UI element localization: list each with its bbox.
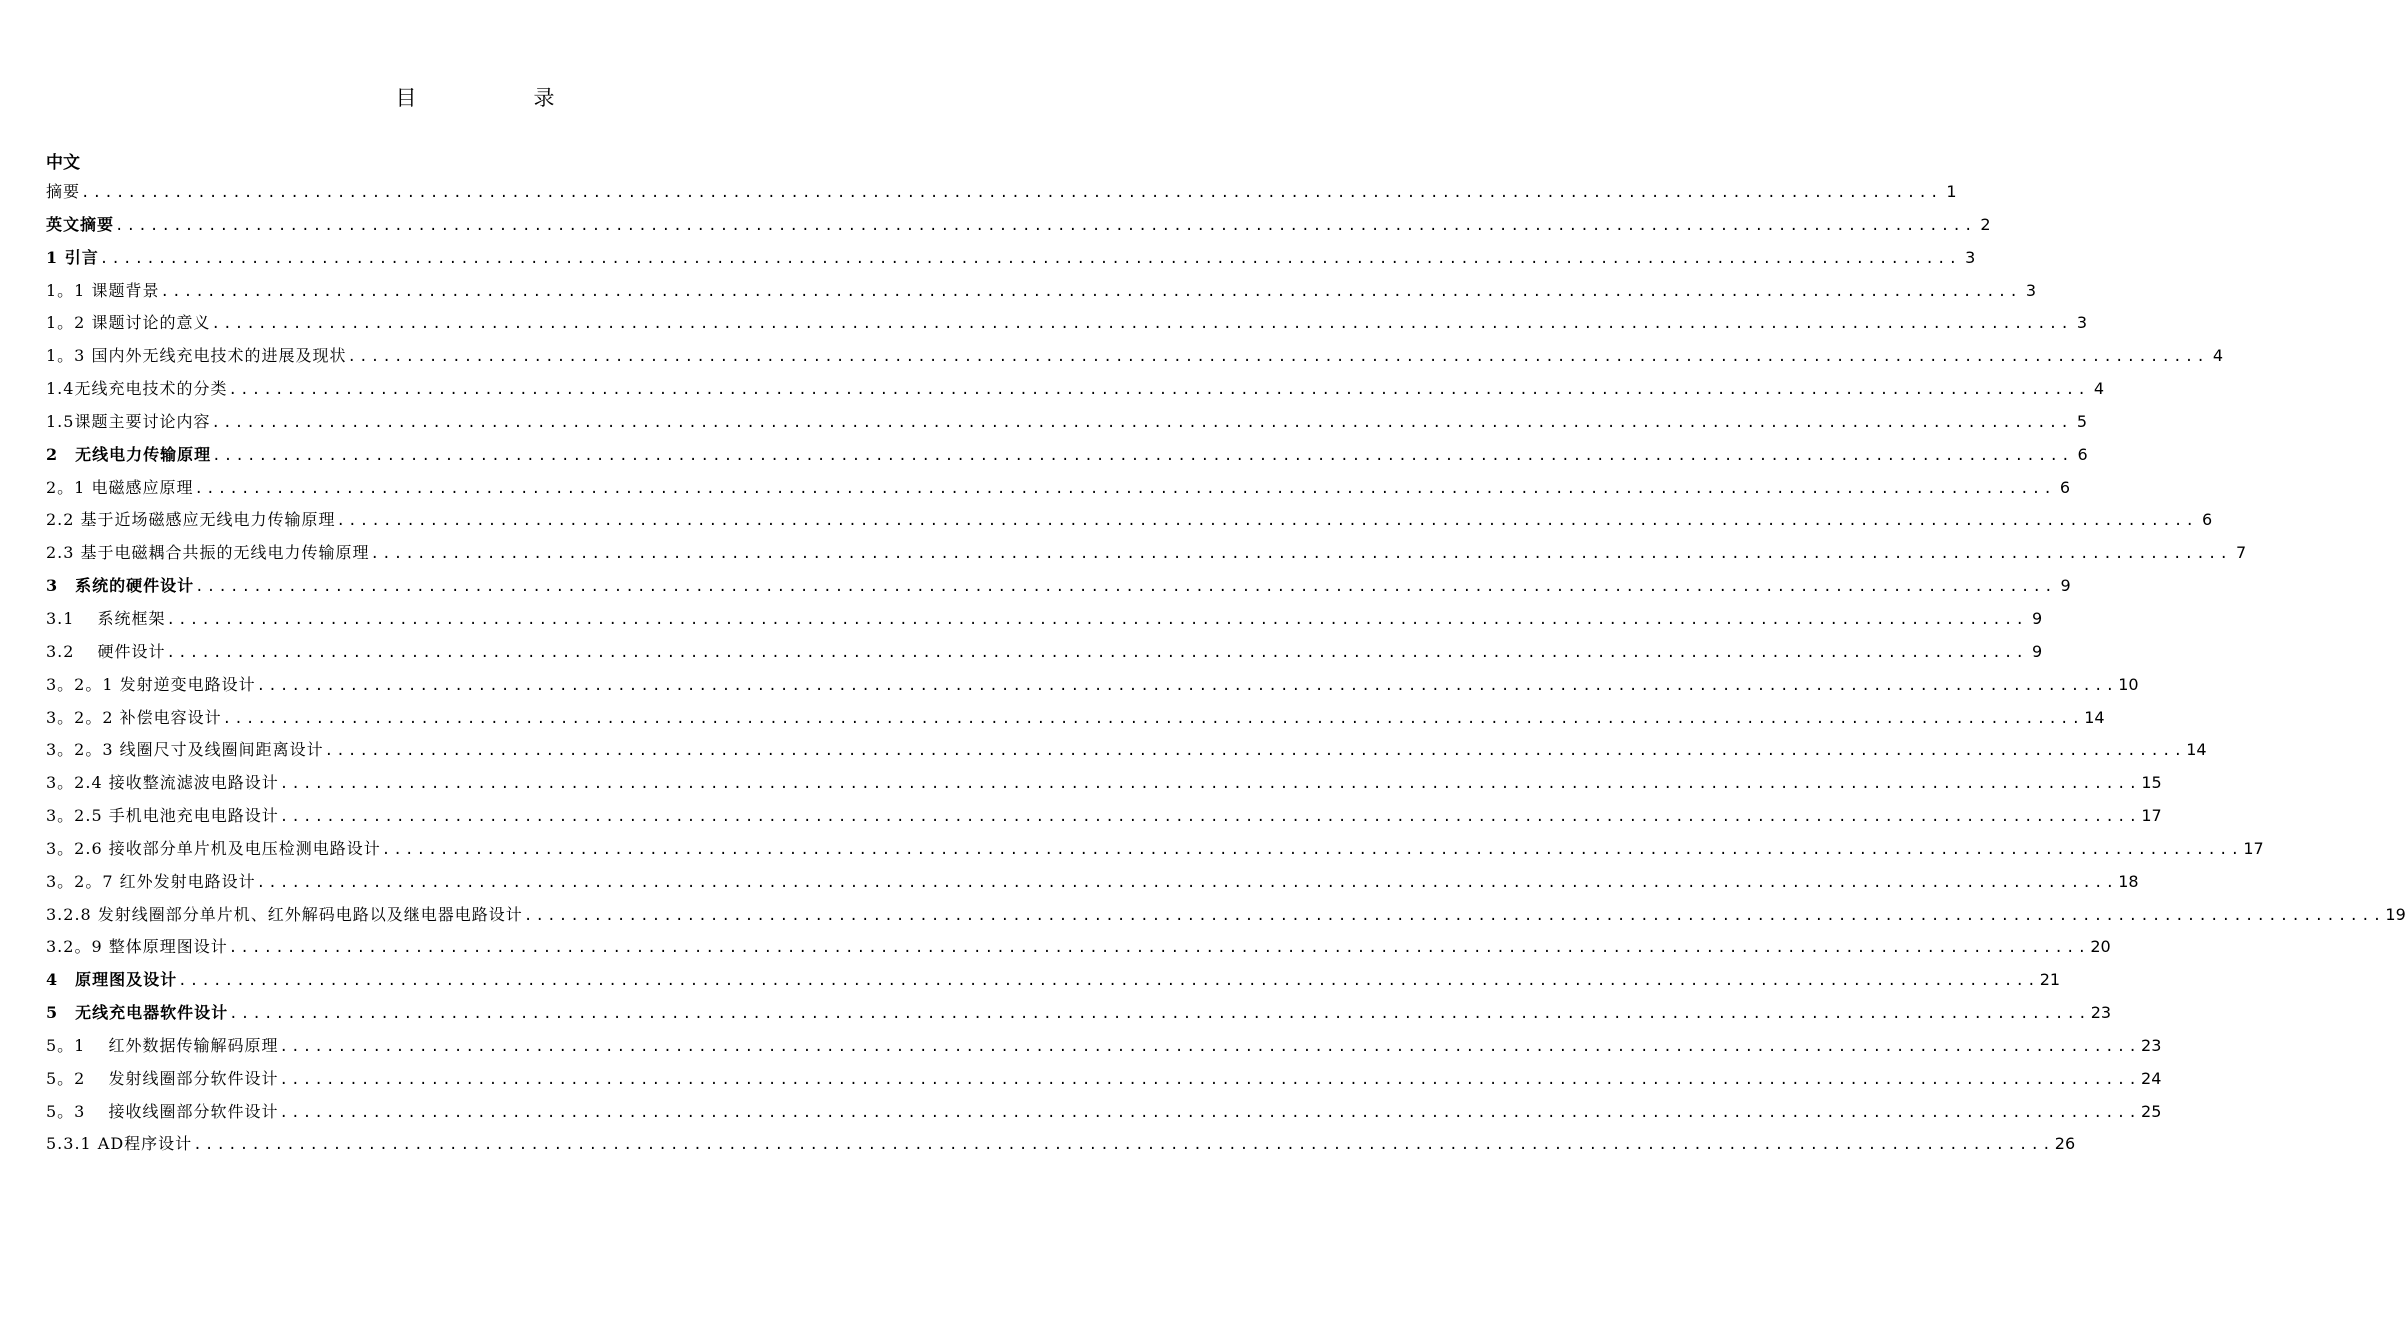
toc-entry-page-number: 3 xyxy=(2076,313,2088,333)
toc-dot-leader: ................................................................................................................................................................ xyxy=(381,841,2243,858)
toc-entry-label: 3.2。9 整体原理图设计 xyxy=(46,937,228,957)
toc-dot-leader: ................................................................................................................................................................ xyxy=(279,809,2141,826)
toc-entry[interactable] xyxy=(46,1033,2162,1066)
toc-entry-page-number: 20 xyxy=(2090,937,2111,957)
toc-entry[interactable] xyxy=(46,1000,2112,1033)
toc-dot-leader: ................................................................................................................................................................ xyxy=(370,546,2232,563)
toc-entry-label: 2。1 电磁感应原理 xyxy=(46,477,194,497)
toc-entry[interactable] xyxy=(46,376,2105,409)
toc-entry-page-number: 21 xyxy=(2039,970,2061,990)
toc-dot-leader: ................................................................................................................................................................ xyxy=(279,1038,2141,1055)
toc-entry[interactable] xyxy=(46,869,2139,902)
toc-entry[interactable] xyxy=(46,737,2207,770)
toc-dot-leader: ................................................................................................................................................................ xyxy=(279,776,2141,793)
toc-entry[interactable] xyxy=(46,245,1976,278)
toc-entry[interactable] xyxy=(46,540,2247,573)
toc-entry-label: 1。1 课题背景 xyxy=(46,280,160,300)
toc-entry[interactable] xyxy=(46,705,2105,738)
toc-entry-label: 3。2.4 接收整流滤波电路设计 xyxy=(46,773,279,793)
toc-entry[interactable] xyxy=(46,310,2088,343)
toc-dot-leader: ................................................................................................................................................................ xyxy=(211,414,2073,431)
toc-dot-leader: ................................................................................................................................................................ xyxy=(523,907,2385,924)
toc-dot-leader: ................................................................................................................................................................ xyxy=(279,1104,2141,1121)
toc-entry-label: 1 引言 xyxy=(46,247,99,267)
toc-entry[interactable] xyxy=(46,639,2043,672)
toc-entry-label: 3。2.5 手机电池充电电路设计 xyxy=(46,806,279,826)
toc-entry-label: 3 系统的硬件设计 xyxy=(46,576,195,596)
toc-dot-leader: ................................................................................................................................................................ xyxy=(222,710,2084,727)
toc-entry-label: 2 无线电力传输原理 xyxy=(46,444,212,464)
toc-entry-page-number: 24 xyxy=(2141,1068,2162,1088)
toc-dot-leader: ................................................................................................................................................................ xyxy=(193,1137,2054,1154)
toc-dot-leader: ................................................................................................................................................................ xyxy=(228,940,2090,957)
toc-entry[interactable] xyxy=(46,672,2139,705)
toc-entry[interactable] xyxy=(46,1099,2162,1132)
toc-entry[interactable] xyxy=(46,573,2071,606)
toc-entry-label: 3。2。3 线圈尺寸及线圈间距离设计 xyxy=(46,740,324,760)
toc-entry-page-number: 1 xyxy=(1946,182,1957,201)
toc-dot-leader: ................................................................................................................................................................ xyxy=(99,250,1961,267)
toc-entry-label: 1.5课题主要讨论内容 xyxy=(46,411,211,431)
toc-entry-label: 3.2 硬件设计 xyxy=(46,641,166,661)
toc-dot-leader: ................................................................................................................................................................ xyxy=(229,1006,2090,1023)
toc-entry-label: 1。3 国内外无线充电技术的进展及现状 xyxy=(46,346,347,366)
toc-entry-label: 摘要 xyxy=(46,182,81,201)
toc-dot-leader: ................................................................................................................................................................ xyxy=(194,480,2056,497)
toc-entry-page-number: 19 xyxy=(2385,904,2406,924)
toc-entry-label: 3。2。1 发射逆变电路设计 xyxy=(46,674,256,694)
toc-entry-page-number: 4 xyxy=(2093,379,2105,399)
toc-entry[interactable] xyxy=(46,770,2162,803)
toc-entry-page-number: 7 xyxy=(2235,543,2247,563)
toc-entry-page-number: 5 xyxy=(2076,411,2088,431)
toc-entry-label: 3。2。7 红外发射电路设计 xyxy=(46,871,256,891)
toc-dot-leader: ................................................................................................................................................................ xyxy=(279,1071,2141,1088)
toc-entry-page-number: 9 xyxy=(2060,576,2071,596)
toc-entry-label: 3。2.6 接收部分单片机及电压检测电路设计 xyxy=(46,838,381,858)
toc-entry-label: 3.1 系统框架 xyxy=(46,608,166,628)
toc-dot-leader: ................................................................................................................................................................ xyxy=(195,579,2056,596)
toc-dot-leader: ................................................................................................................................................................ xyxy=(256,677,2118,694)
toc-dot-leader: ................................................................................................................................................................ xyxy=(166,611,2028,628)
toc-entry-page-number: 15 xyxy=(2141,773,2162,793)
toc-entry-page-number: 17 xyxy=(2243,838,2264,858)
toc-entry-page-number: 9 xyxy=(2031,608,2043,628)
toc-entry-label: 1。2 课题讨论的意义 xyxy=(46,313,211,333)
toc-entry-page-number: 14 xyxy=(2186,740,2207,760)
toc-entry[interactable] xyxy=(46,343,2224,376)
toc-entry-page-number: 9 xyxy=(2031,641,2043,661)
toc-entry-page-number: 23 xyxy=(2090,1003,2112,1023)
toc-entry[interactable] xyxy=(46,1066,2162,1099)
toc-entry-label: 英文摘要 xyxy=(46,214,115,234)
toc-entry-page-number: 3 xyxy=(2025,280,2037,300)
toc-entry-label: 2.2 基于近场磁感应无线电力传输原理 xyxy=(46,510,336,530)
toc-dot-leader: ................................................................................................................................................................ xyxy=(115,217,1976,234)
toc-entry-page-number: 4 xyxy=(2212,346,2224,366)
toc-pre-heading: 中文 xyxy=(46,153,80,173)
toc-entry-page-number: 25 xyxy=(2141,1101,2162,1121)
toc-entry[interactable] xyxy=(46,442,2088,475)
page-title: 目 录 xyxy=(395,86,603,110)
toc-entry-page-number: 6 xyxy=(2077,444,2088,464)
toc-entry[interactable] xyxy=(46,278,2037,311)
toc-entry[interactable] xyxy=(46,1131,2076,1164)
toc-dot-leader: ................................................................................................................................................................ xyxy=(324,743,2186,760)
toc-dot-leader: ................................................................................................................................................................ xyxy=(160,283,2022,300)
toc-entry-label: 4 原理图及设计 xyxy=(46,970,178,990)
toc-entry[interactable] xyxy=(46,507,2213,540)
toc-entry-page-number: 14 xyxy=(2084,707,2105,727)
toc-dot-leader: ................................................................................................................................................................ xyxy=(347,349,2209,366)
toc-dot-leader: ................................................................................................................................................................ xyxy=(211,316,2073,333)
toc-entry-label: 5。2 发射线圈部分软件设计 xyxy=(46,1068,279,1088)
toc-entry-label: 1.4无线充电技术的分类 xyxy=(46,379,228,399)
toc-entry-page-number: 6 xyxy=(2059,477,2071,497)
toc-entry[interactable] xyxy=(46,606,2043,639)
toc-entry-page-number: 10 xyxy=(2118,674,2139,694)
toc-entry[interactable] xyxy=(46,475,2071,508)
toc-entry[interactable] xyxy=(46,212,1991,245)
toc-entry-page-number: 3 xyxy=(1965,247,1976,267)
toc-dot-leader: ................................................................................................................................................................ xyxy=(336,513,2198,530)
toc-entry-label: 3.2.8 发射线圈部分单片机、红外解码电路以及继电器电路设计 xyxy=(46,904,523,924)
toc-entry-page-number: 2 xyxy=(1980,214,1991,234)
toc-dot-leader: ................................................................................................................................................................ xyxy=(228,382,2090,399)
table-of-contents xyxy=(46,179,2406,1164)
toc-entry-page-number: 18 xyxy=(2118,871,2139,891)
toc-dot-leader: ................................................................................................................................................................ xyxy=(212,447,2073,464)
toc-entry[interactable] xyxy=(46,179,1957,212)
toc-dot-leader: ................................................................................................................................................................ xyxy=(178,973,2039,990)
toc-entry[interactable] xyxy=(46,409,2088,442)
toc-entry-label: 5 无线充电器软件设计 xyxy=(46,1003,229,1023)
toc-entry-page-number: 23 xyxy=(2141,1035,2162,1055)
toc-dot-leader: ................................................................................................................................................................ xyxy=(81,185,1942,201)
toc-entry-label: 2.3 基于电磁耦合共振的无线电力传输原理 xyxy=(46,543,370,563)
toc-dot-leader: ................................................................................................................................................................ xyxy=(256,874,2118,891)
toc-entry-page-number: 6 xyxy=(2201,510,2213,530)
toc-entry[interactable] xyxy=(46,934,2111,967)
toc-entry-page-number: 26 xyxy=(2054,1134,2076,1154)
toc-entry[interactable] xyxy=(46,803,2162,836)
toc-entry-label: 5.3.1 AD程序设计 xyxy=(46,1134,193,1154)
toc-entry[interactable] xyxy=(46,836,2264,869)
toc-entry-label: 5。3 接收线圈部分软件设计 xyxy=(46,1101,279,1121)
toc-entry-label: 5。1 红外数据传输解码原理 xyxy=(46,1035,279,1055)
toc-entry[interactable] xyxy=(46,902,2406,935)
toc-dot-leader: ................................................................................................................................................................ xyxy=(166,644,2028,661)
toc-entry-label: 3。2。2 补偿电容设计 xyxy=(46,707,222,727)
toc-entry-page-number: 17 xyxy=(2141,806,2162,826)
toc-entry[interactable] xyxy=(46,967,2061,1000)
